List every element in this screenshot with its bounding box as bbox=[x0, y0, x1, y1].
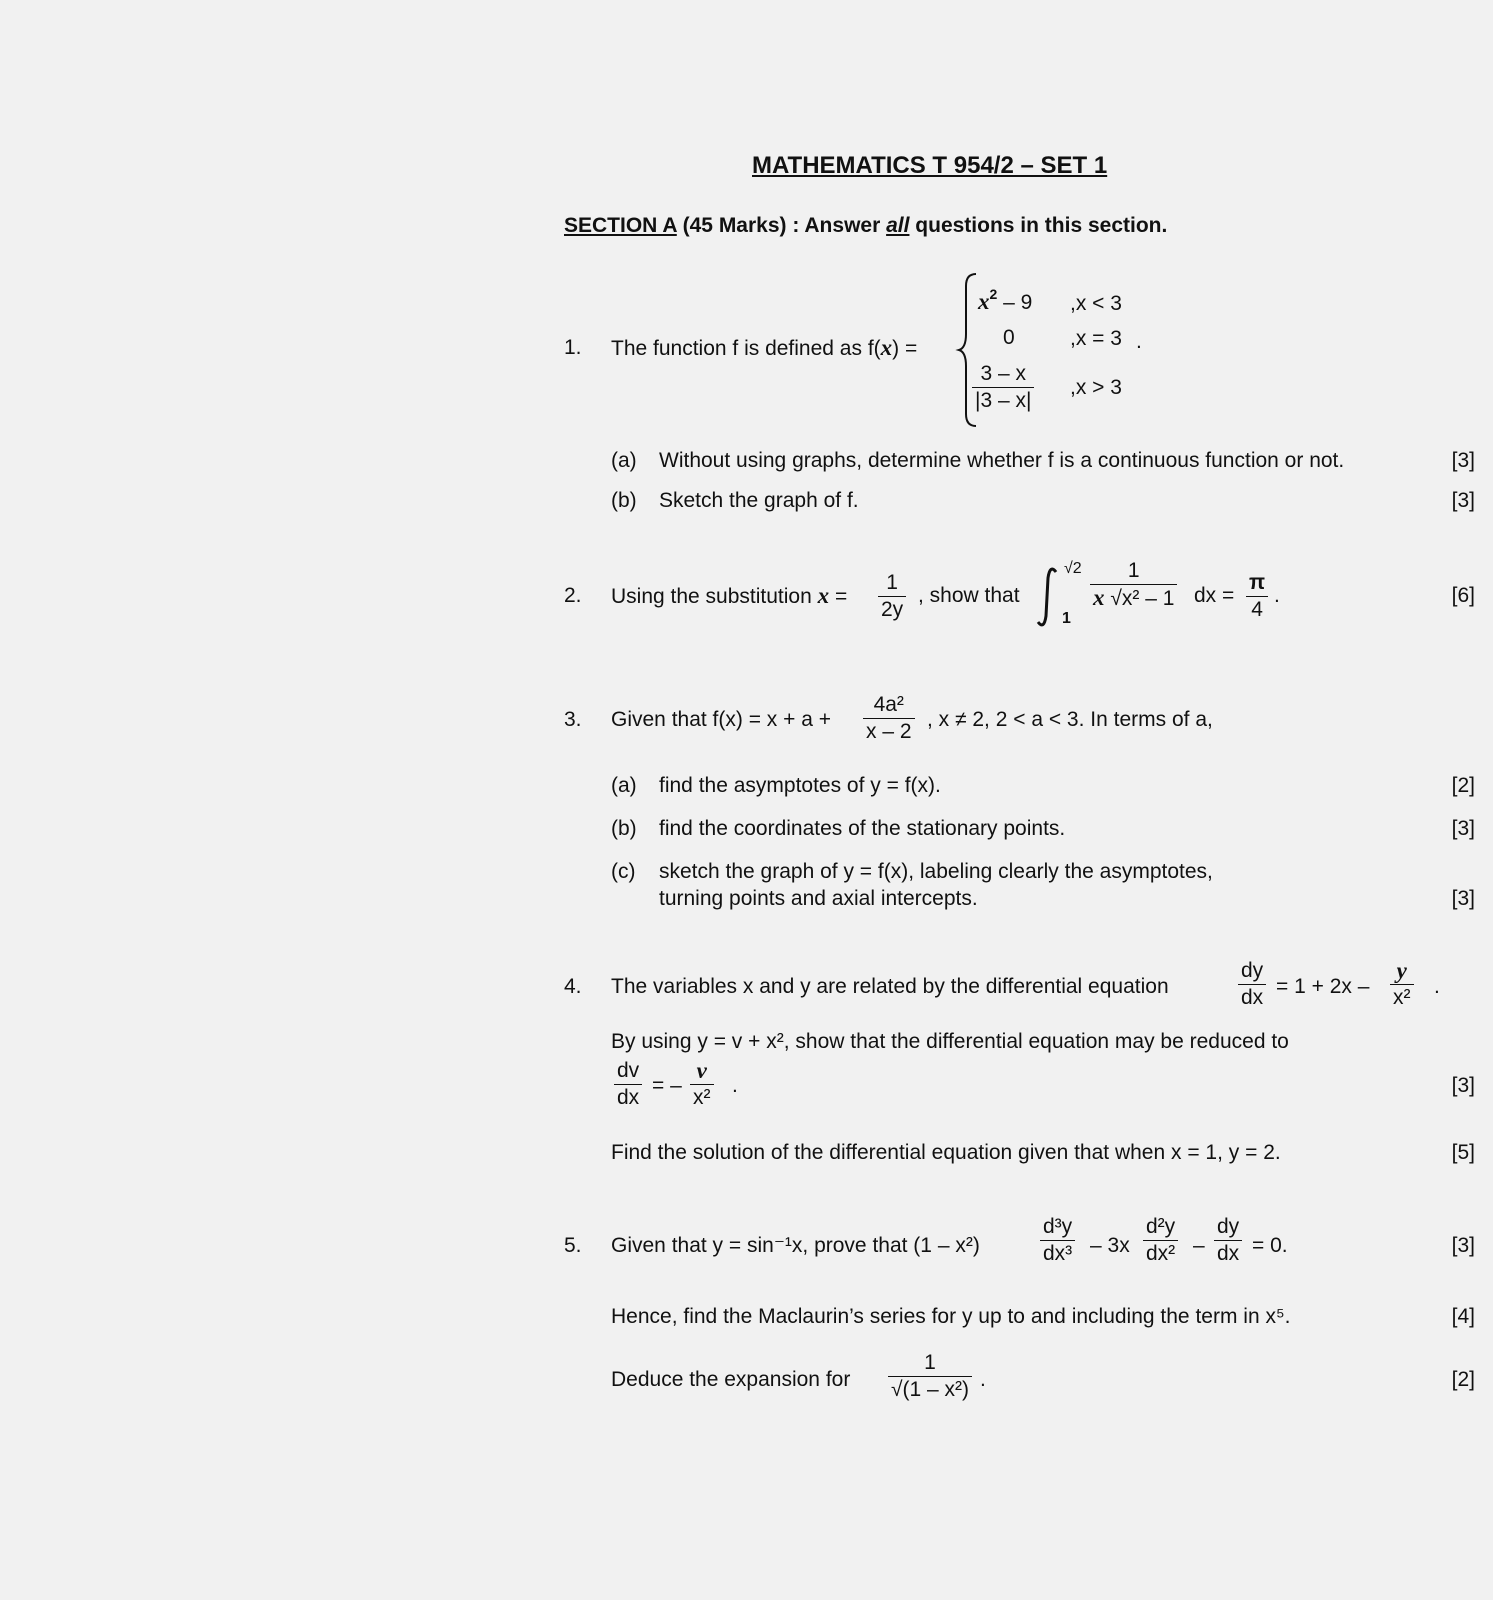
q3a-marks: [2] bbox=[1451, 774, 1475, 797]
section-label: SECTION A bbox=[564, 214, 677, 237]
q5-text3: Deduce the expansion for bbox=[611, 1368, 851, 1391]
q2-rhs-num: π bbox=[1246, 570, 1268, 597]
integral-sign-icon bbox=[1036, 566, 1062, 630]
q3-frac bbox=[863, 692, 915, 745]
q4-text3: Find the solution of the differential equation given that when x = 1, y = 2. bbox=[611, 1141, 1281, 1164]
q2-subst-num: 1 bbox=[878, 570, 906, 597]
q2-int-den-x: x bbox=[1093, 585, 1105, 610]
q3-text1: Given that f(x) = x + a + bbox=[611, 708, 832, 731]
q1a-marks: [3] bbox=[1451, 449, 1475, 472]
q3a-label: (a) bbox=[611, 774, 637, 797]
section-all: all bbox=[886, 214, 910, 237]
q1-case3-fraction bbox=[972, 361, 1034, 414]
q2-lower-limit: 1 bbox=[1062, 610, 1071, 627]
q4-de-den: dx bbox=[1241, 986, 1264, 1009]
q2-dx: dx = bbox=[1194, 584, 1235, 607]
q3c-label: (c) bbox=[611, 860, 636, 883]
q2-subst-fraction bbox=[878, 570, 906, 623]
q5-mid2: – bbox=[1193, 1234, 1205, 1257]
q5-f2-fraction bbox=[1143, 1214, 1178, 1267]
q4-marks1: [3] bbox=[1451, 1074, 1475, 1097]
q5-f1-fraction bbox=[1040, 1214, 1075, 1267]
q5-f3-fraction bbox=[1214, 1214, 1242, 1267]
q2-marks: [6] bbox=[1451, 584, 1475, 607]
q3b-label: (b) bbox=[611, 817, 637, 840]
q1-case3-num: 3 – x bbox=[972, 361, 1034, 388]
q4-de-yfrac-den: x² bbox=[1393, 986, 1411, 1009]
q2-upper-limit: √2 bbox=[1064, 560, 1082, 577]
q2-text2: , show that bbox=[918, 584, 1020, 607]
q5-marks3: [2] bbox=[1451, 1368, 1475, 1391]
q4-de-fraction bbox=[1238, 958, 1266, 1011]
q3a-text: find the asymptotes of y = f(x). bbox=[659, 774, 941, 797]
q1-case3-den: |3 – x| bbox=[975, 389, 1032, 412]
q5-f2-num: d²y bbox=[1143, 1214, 1178, 1241]
q2-text1-a: Using the substitution bbox=[611, 585, 818, 608]
q5-f2-den: dx² bbox=[1146, 1242, 1176, 1265]
q3c-text1: sketch the graph of y = f(x), labeling clearly the asymptotes, bbox=[659, 860, 1213, 883]
q4-de-mid: = 1 + 2x – bbox=[1276, 975, 1370, 998]
q5-f1 bbox=[1040, 1214, 1075, 1267]
q5-f3-num: dy bbox=[1214, 1214, 1242, 1241]
q4-red-vfrac-num: v bbox=[690, 1058, 714, 1085]
q4-red-frac bbox=[614, 1058, 642, 1111]
q3-frac-den: x – 2 bbox=[866, 720, 912, 743]
q4-de-yfrac bbox=[1390, 958, 1414, 1011]
q4-de-frac bbox=[1238, 958, 1266, 1011]
q3b-text: find the coordinates of the stationary points. bbox=[659, 817, 1066, 840]
q2-text1 bbox=[611, 584, 847, 609]
q5-exp-frac bbox=[888, 1350, 972, 1403]
q5-f1-num: d³y bbox=[1040, 1214, 1075, 1241]
q4-red-vfrac bbox=[690, 1058, 714, 1111]
q4-red-period: . bbox=[732, 1074, 738, 1097]
q5-number: 5. bbox=[564, 1234, 582, 1257]
q2-rhs-den: 4 bbox=[1251, 598, 1263, 621]
q1-case1-cond: ,x < 3 bbox=[1070, 292, 1122, 315]
q1-case3-frac bbox=[972, 361, 1034, 414]
q1-stem-text: The function f is defined as f( bbox=[611, 337, 881, 360]
q4-red-fraction bbox=[614, 1058, 642, 1111]
q1-case1-expr bbox=[978, 286, 1033, 316]
q4-red-vfrac-den: x² bbox=[693, 1086, 711, 1109]
q2-period: . bbox=[1274, 584, 1280, 607]
q1a-text: Without using graphs, determine whether f is a continuous function or not. bbox=[659, 449, 1345, 472]
q1-period: . bbox=[1136, 330, 1142, 353]
q5-f1-den: dx³ bbox=[1043, 1242, 1073, 1265]
q2-rhs-frac bbox=[1246, 570, 1268, 623]
q5-marks2: [4] bbox=[1451, 1305, 1475, 1328]
q4-red-num: dv bbox=[614, 1058, 642, 1085]
q3c-text2: turning points and axial intercepts. bbox=[659, 887, 978, 910]
page-title: MATHEMATICS T 954/2 – SET 1 bbox=[752, 152, 1108, 179]
q2-rhs-fraction bbox=[1246, 570, 1268, 623]
q2-int-frac bbox=[1090, 558, 1177, 612]
q3-text2: , x ≠ 2, 2 < a < 3. In terms of a, bbox=[927, 708, 1213, 731]
q1-case1-x: x bbox=[978, 289, 990, 314]
q2-subst-lhs: x bbox=[817, 583, 830, 608]
q4-de-yfraction bbox=[1390, 958, 1414, 1011]
q1-case2-cond: ,x = 3 bbox=[1070, 327, 1122, 350]
q1-case2-expr: 0 bbox=[1003, 326, 1015, 349]
q4-red-den: dx bbox=[617, 1086, 640, 1109]
q1-stem-x: x bbox=[880, 335, 893, 360]
q3-frac-num: 4a² bbox=[863, 692, 915, 719]
q1-stem bbox=[611, 336, 917, 361]
q3-fraction bbox=[863, 692, 915, 745]
q5-marks1: [3] bbox=[1451, 1234, 1475, 1257]
q1-number: 1. bbox=[564, 336, 582, 359]
q2-int-den: x √x² – 1 bbox=[1093, 585, 1175, 610]
q5-mid1: – 3x bbox=[1090, 1234, 1130, 1257]
q2-int-num: 1 bbox=[1090, 558, 1177, 585]
q2-subst-frac bbox=[878, 570, 906, 623]
q5-f3 bbox=[1214, 1214, 1242, 1267]
q2-number: 2. bbox=[564, 584, 582, 607]
q5-f3-den: dx bbox=[1217, 1242, 1240, 1265]
q5-exp-num: 1 bbox=[888, 1350, 972, 1377]
q5-text2: Hence, find the Maclaurin’s series for y up to and including the term in x⁵. bbox=[611, 1305, 1291, 1328]
q4-de-num: dy bbox=[1238, 958, 1266, 985]
q1b-text: Sketch the graph of f. bbox=[659, 489, 859, 512]
q3-number: 3. bbox=[564, 708, 582, 731]
q4-red-vfraction bbox=[690, 1058, 714, 1111]
q1b-label: (b) bbox=[611, 489, 637, 512]
q4-period: . bbox=[1434, 975, 1440, 998]
q2-int-fraction bbox=[1090, 558, 1177, 612]
q5-text1: Given that y = sin⁻¹x, prove that (1 – x²) bbox=[611, 1234, 980, 1257]
q4-de-yfrac-num: y bbox=[1390, 958, 1414, 985]
section-text-1: (45 Marks) : Answer bbox=[676, 214, 887, 237]
q5-exp-den: √(1 – x²) bbox=[891, 1378, 970, 1401]
q1b-marks: [3] bbox=[1451, 489, 1475, 512]
q1a-label: (a) bbox=[611, 449, 637, 472]
q1-case1-tail: – 9 bbox=[997, 291, 1033, 314]
q4-marks2: [5] bbox=[1451, 1141, 1475, 1164]
q2-int-den-root: x² – 1 bbox=[1121, 587, 1175, 610]
q4-red-mid: = – bbox=[652, 1074, 682, 1097]
q5-f2 bbox=[1143, 1214, 1178, 1267]
q3b-marks: [3] bbox=[1451, 817, 1475, 840]
q1-case1-exp: 2 bbox=[989, 286, 998, 302]
q4-number: 4. bbox=[564, 975, 582, 998]
section-heading bbox=[564, 214, 1167, 238]
q2-subst-den: 2y bbox=[881, 598, 904, 621]
q2-subst-eq: = bbox=[829, 585, 848, 608]
section-text-2: questions in this section. bbox=[909, 214, 1168, 237]
q4-text1: The variables x and y are related by the differential equation bbox=[611, 975, 1169, 998]
q4-text2: By using y = v + x², show that the differential equation may be reduced to bbox=[611, 1030, 1289, 1053]
q5-exp-fraction bbox=[888, 1350, 972, 1403]
q5-end: = 0. bbox=[1252, 1234, 1288, 1257]
q1-stem-end: ) = bbox=[892, 337, 918, 360]
q3c-marks: [3] bbox=[1451, 887, 1475, 910]
q1-case3-cond: ,x > 3 bbox=[1070, 376, 1122, 399]
q5-period: . bbox=[980, 1368, 986, 1391]
